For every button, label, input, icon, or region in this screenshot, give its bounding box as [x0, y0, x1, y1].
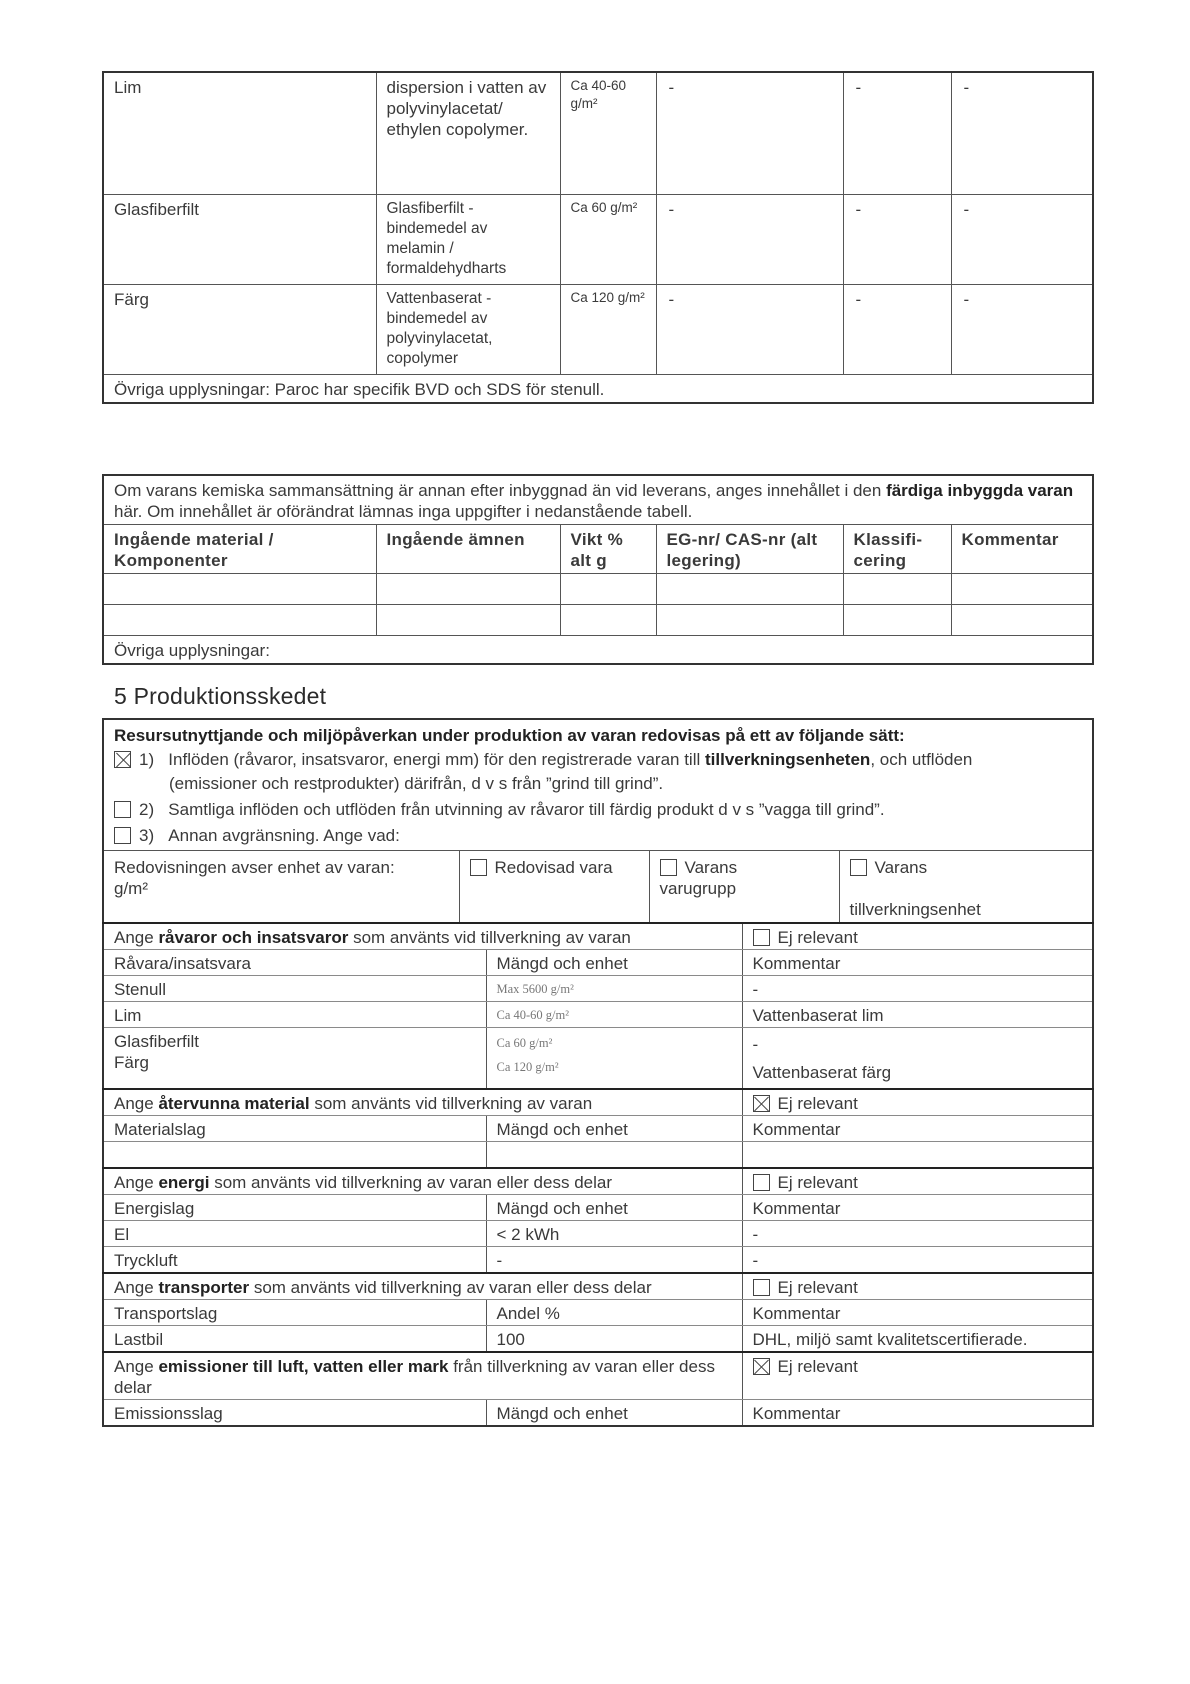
option-2[interactable]: [114, 797, 1082, 823]
title-text: Ange: [114, 1278, 159, 1297]
title-bold: transporter: [158, 1278, 250, 1297]
material-cell: Lim: [103, 72, 376, 195]
option-text: Annan avgränsning. Ange vad:: [168, 826, 400, 845]
transport-title-row: [103, 1273, 1093, 1300]
empty-cell[interactable]: [376, 605, 560, 636]
column-header: Klassifi-cering: [843, 525, 951, 574]
table-row: [103, 72, 1093, 195]
energy-amount: < 2 kWh: [486, 1221, 742, 1247]
title-bold: återvunna material: [158, 1094, 310, 1113]
column-header: Kommentar: [742, 1300, 1093, 1326]
classification-cell: -: [843, 195, 951, 285]
intro-heading: Resursutnyttjande och miljöpåverkan under produktion av varan redovisas på ett av följande sätt:: [114, 726, 905, 745]
description-cell: Vattenbaserat - bindemedel av polyvinylacetat, copolymer: [376, 285, 560, 375]
comment-cell: -: [951, 285, 1093, 375]
title-text: Ange: [114, 1094, 159, 1113]
transport-title: [103, 1273, 742, 1300]
transport-type: Lastbil: [103, 1326, 486, 1353]
column-header: Kommentar: [951, 525, 1093, 574]
checkbox-unchecked-icon[interactable]: [753, 1174, 770, 1191]
recycled-title-row: [103, 1089, 1093, 1116]
weight-cell: Ca 120 g/m²: [560, 285, 656, 375]
option-1-continued: (emissioner och restprodukter) därifrån, d v s från ”grind till grind”.: [169, 774, 664, 793]
unit-label-text: Redovisningen avser enhet av varan:: [114, 858, 395, 877]
energy-title: [103, 1168, 742, 1195]
not-relevant-label: Ej relevant: [777, 1357, 858, 1376]
material-amount: Ca 40-60 g/m²: [486, 1002, 742, 1028]
title-text: Ange: [114, 928, 159, 947]
checkbox-checked-icon[interactable]: [753, 1095, 770, 1112]
column-header: Materialslag: [103, 1116, 486, 1142]
title-text: Ange: [114, 1173, 159, 1192]
column-header: Mängd och enhet: [486, 950, 742, 976]
material-name: Lim: [103, 1002, 486, 1028]
empty-cell[interactable]: [560, 574, 656, 605]
table-row: [103, 1028, 1093, 1090]
emissions-not-relevant[interactable]: [742, 1352, 1093, 1400]
empty-cell[interactable]: [843, 605, 951, 636]
unit-subtable: [104, 851, 1094, 922]
option-text: Samtliga inflöden och utflöden från utvinning av råvaror till färdig produkt d v s ”vagga till grind”.: [168, 800, 885, 819]
ec-cas-cell: -: [656, 72, 843, 195]
other-info: Övriga upplysningar:: [103, 636, 1093, 665]
ec-cas-cell: -: [656, 195, 843, 285]
material-comment: -: [742, 976, 1093, 1002]
checkbox-checked-icon[interactable]: [114, 751, 131, 768]
table-header-row: [103, 1300, 1093, 1326]
material-comment: -: [752, 1035, 759, 1054]
material-amount: Ca 120 g/m²: [496, 1060, 559, 1074]
option-label: Varans: [684, 858, 738, 877]
column-header: Kommentar: [742, 1195, 1093, 1221]
material-name: Glasfiberfilt: [114, 1032, 200, 1051]
transport-share: 100: [486, 1326, 742, 1353]
table-row: [103, 976, 1093, 1002]
option-text-bold: tillverkningsenheten: [704, 750, 871, 769]
empty-cell[interactable]: [742, 1142, 1093, 1169]
option-1[interactable]: [114, 749, 1082, 771]
column-header: Kommentar: [742, 1116, 1093, 1142]
production-table: [102, 718, 1094, 1427]
not-relevant-label: Ej relevant: [777, 1173, 858, 1192]
comment-cell: -: [951, 195, 1093, 285]
description-cell: Glasfiberfilt - bindemedel av melamin / formaldehydharts: [376, 195, 560, 285]
column-header: Energislag: [103, 1195, 486, 1221]
ec-cas-cell: -: [656, 285, 843, 375]
table-row: [103, 1326, 1093, 1353]
column-header: Mängd och enhet: [486, 1400, 742, 1427]
column-header: Mängd och enhet: [486, 1116, 742, 1142]
unit-label: [104, 851, 459, 922]
comment-cell: -: [951, 72, 1093, 195]
column-header: Andel %: [486, 1300, 742, 1326]
table-header-row: [103, 950, 1093, 976]
table-row: [103, 375, 1093, 404]
title-text: Ange: [114, 1357, 159, 1376]
material-name: Färg: [114, 1053, 149, 1072]
energy-title-row: [103, 1168, 1093, 1195]
unit-option-product-group[interactable]: [649, 851, 839, 922]
column-header: Kommentar: [742, 1400, 1093, 1427]
checkbox-unchecked-icon[interactable]: [753, 929, 770, 946]
empty-cell[interactable]: [560, 605, 656, 636]
checkbox-unchecked-icon[interactable]: [660, 859, 677, 876]
option-number: 3): [139, 826, 155, 845]
material-cell: Färg: [103, 285, 376, 375]
empty-cell[interactable]: [843, 574, 951, 605]
empty-cell[interactable]: [376, 574, 560, 605]
column-header: Ingående material / Komponenter: [103, 525, 376, 574]
energy-comment: -: [742, 1247, 1093, 1274]
title-bold: energi: [158, 1173, 210, 1192]
table-row: [103, 195, 1093, 285]
title-text: som använts vid tillverkning av varan eller dess delar: [209, 1173, 612, 1192]
empty-cell[interactable]: [103, 574, 376, 605]
emissions-title-row: [103, 1352, 1093, 1400]
intro-text: [103, 475, 1093, 525]
empty-cell[interactable]: [103, 605, 376, 636]
table-row: [103, 285, 1093, 375]
table-row: [103, 636, 1093, 665]
raw-materials-title: [103, 923, 742, 950]
classification-cell: -: [843, 285, 951, 375]
recycled-not-relevant[interactable]: [742, 1089, 1093, 1116]
material-comment: Vattenbaserat lim: [742, 1002, 1093, 1028]
title-bold: råvaror och insatsvaror: [158, 928, 349, 947]
table-row: [103, 1142, 1093, 1169]
title-text: som använts vid tillverkning av varan: [348, 928, 631, 947]
empty-cell[interactable]: [656, 574, 843, 605]
table-row: [103, 605, 1093, 636]
energy-comment: -: [742, 1221, 1093, 1247]
raw-materials-title-row: [103, 923, 1093, 950]
intro-text-part: här. Om innehållet är oförändrat lämnas inga uppgifter i nedanstående tabell.: [114, 502, 693, 521]
material-comments: [742, 1028, 1093, 1090]
option-text: , och utflöden: [870, 750, 973, 769]
classification-cell: -: [843, 72, 951, 195]
material-name: Stenull: [103, 976, 486, 1002]
column-header: EG-nr/ CAS-nr (alt legering): [656, 525, 843, 574]
table-row: [103, 1247, 1093, 1274]
option-number: 1): [139, 750, 155, 769]
material-cell: Glasfiberfilt: [103, 195, 376, 285]
table-header-row: [103, 1195, 1093, 1221]
material-comment: Vattenbaserat färg: [752, 1063, 892, 1082]
material-amounts: [486, 1028, 742, 1090]
table-row: [103, 475, 1093, 525]
option-label: tillverkningsenhet: [849, 900, 981, 919]
weight-cell: Ca 40-60 g/m²: [560, 72, 656, 195]
table-header-row: [103, 1116, 1093, 1142]
section-title: 5 Produktionsskedet: [114, 683, 327, 709]
empty-cell[interactable]: [103, 1142, 486, 1169]
other-info: Övriga upplysningar: Paroc har specifik BVD och SDS för stenull.: [103, 375, 1093, 404]
table-row: [103, 1221, 1093, 1247]
material-amount: Ca 60 g/m²: [496, 1036, 553, 1050]
title-text: som använts vid tillverkning av varan: [309, 1094, 593, 1113]
checkbox-checked-icon[interactable]: [753, 1358, 770, 1375]
description-cell: dispersion i vatten av polyvinylacetat/ ethylen copolymer.: [376, 72, 560, 195]
unit-value: g/m²: [114, 879, 148, 898]
checkbox-unchecked-icon[interactable]: [114, 801, 131, 818]
title-bold: emissioner till luft, vatten eller mark: [158, 1357, 449, 1376]
energy-type: El: [103, 1221, 486, 1247]
title-text: som använts vid tillverkning av varan eller dess delar: [249, 1278, 652, 1297]
material-composition-table: [102, 71, 1094, 404]
option-label: varugrupp: [659, 879, 737, 898]
option-text: Inflöden (råvaror, insatsvaror, energi mm) för den registrerade varan till: [168, 750, 705, 769]
recycled-title: [103, 1089, 742, 1116]
checkbox-unchecked-icon[interactable]: [753, 1279, 770, 1296]
table-row: [103, 574, 1093, 605]
option-3[interactable]: [114, 823, 1082, 849]
unit-row: [103, 851, 1093, 924]
document-page: [102, 71, 1092, 1427]
column-header: Ingående ämnen: [376, 525, 560, 574]
column-header: Kommentar: [742, 950, 1093, 976]
column-header: Emissionsslag: [103, 1400, 486, 1427]
empty-cell[interactable]: [656, 605, 843, 636]
table-header-row: [103, 525, 1093, 574]
production-method-options: [103, 719, 1093, 851]
table-header-row: [103, 1400, 1093, 1427]
column-header: Råvara/insatsvara: [103, 950, 486, 976]
material-names: [103, 1028, 486, 1090]
column-header: Transportslag: [103, 1300, 486, 1326]
built-in-composition-table: [102, 474, 1094, 665]
weight-cell: Ca 60 g/m²: [560, 195, 656, 285]
energy-not-relevant[interactable]: [742, 1168, 1093, 1195]
checkbox-unchecked-icon[interactable]: [470, 859, 487, 876]
not-relevant-label: Ej relevant: [777, 928, 858, 947]
intro-text-bold: färdiga inbyggda varan: [886, 481, 1074, 500]
column-header: Vikt % alt g: [560, 525, 656, 574]
option-number: 2): [139, 800, 155, 819]
unit-option-manufacturing-unit[interactable]: [839, 851, 1094, 922]
emissions-title: [103, 1352, 742, 1400]
unit-option-declared[interactable]: [459, 851, 649, 922]
empty-cell[interactable]: [951, 605, 1093, 636]
energy-type: Tryckluft: [103, 1247, 486, 1274]
option-label: Redovisad vara: [494, 858, 613, 877]
empty-cell[interactable]: [486, 1142, 742, 1169]
not-relevant-label: Ej relevant: [777, 1278, 858, 1297]
checkbox-unchecked-icon[interactable]: [850, 859, 867, 876]
material-amount: Max 5600 g/m²: [486, 976, 742, 1002]
not-relevant-label: Ej relevant: [777, 1094, 858, 1113]
table-row: [103, 1002, 1093, 1028]
option-label: Varans: [874, 858, 928, 877]
transport-not-relevant[interactable]: [742, 1273, 1093, 1300]
intro-text-part: Om varans kemiska sammansättning är annan efter inbyggnad än vid leverans, anges innehållet i den: [114, 481, 887, 500]
energy-amount: -: [486, 1247, 742, 1274]
column-header: Mängd och enhet: [486, 1195, 742, 1221]
raw-materials-not-relevant[interactable]: [742, 923, 1093, 950]
empty-cell[interactable]: [951, 574, 1093, 605]
transport-comment: DHL, miljö samt kvalitetscertifierade.: [742, 1326, 1093, 1353]
checkbox-unchecked-icon[interactable]: [114, 827, 131, 844]
title-text: från tillverkning av varan eller dess delar: [114, 1357, 715, 1397]
